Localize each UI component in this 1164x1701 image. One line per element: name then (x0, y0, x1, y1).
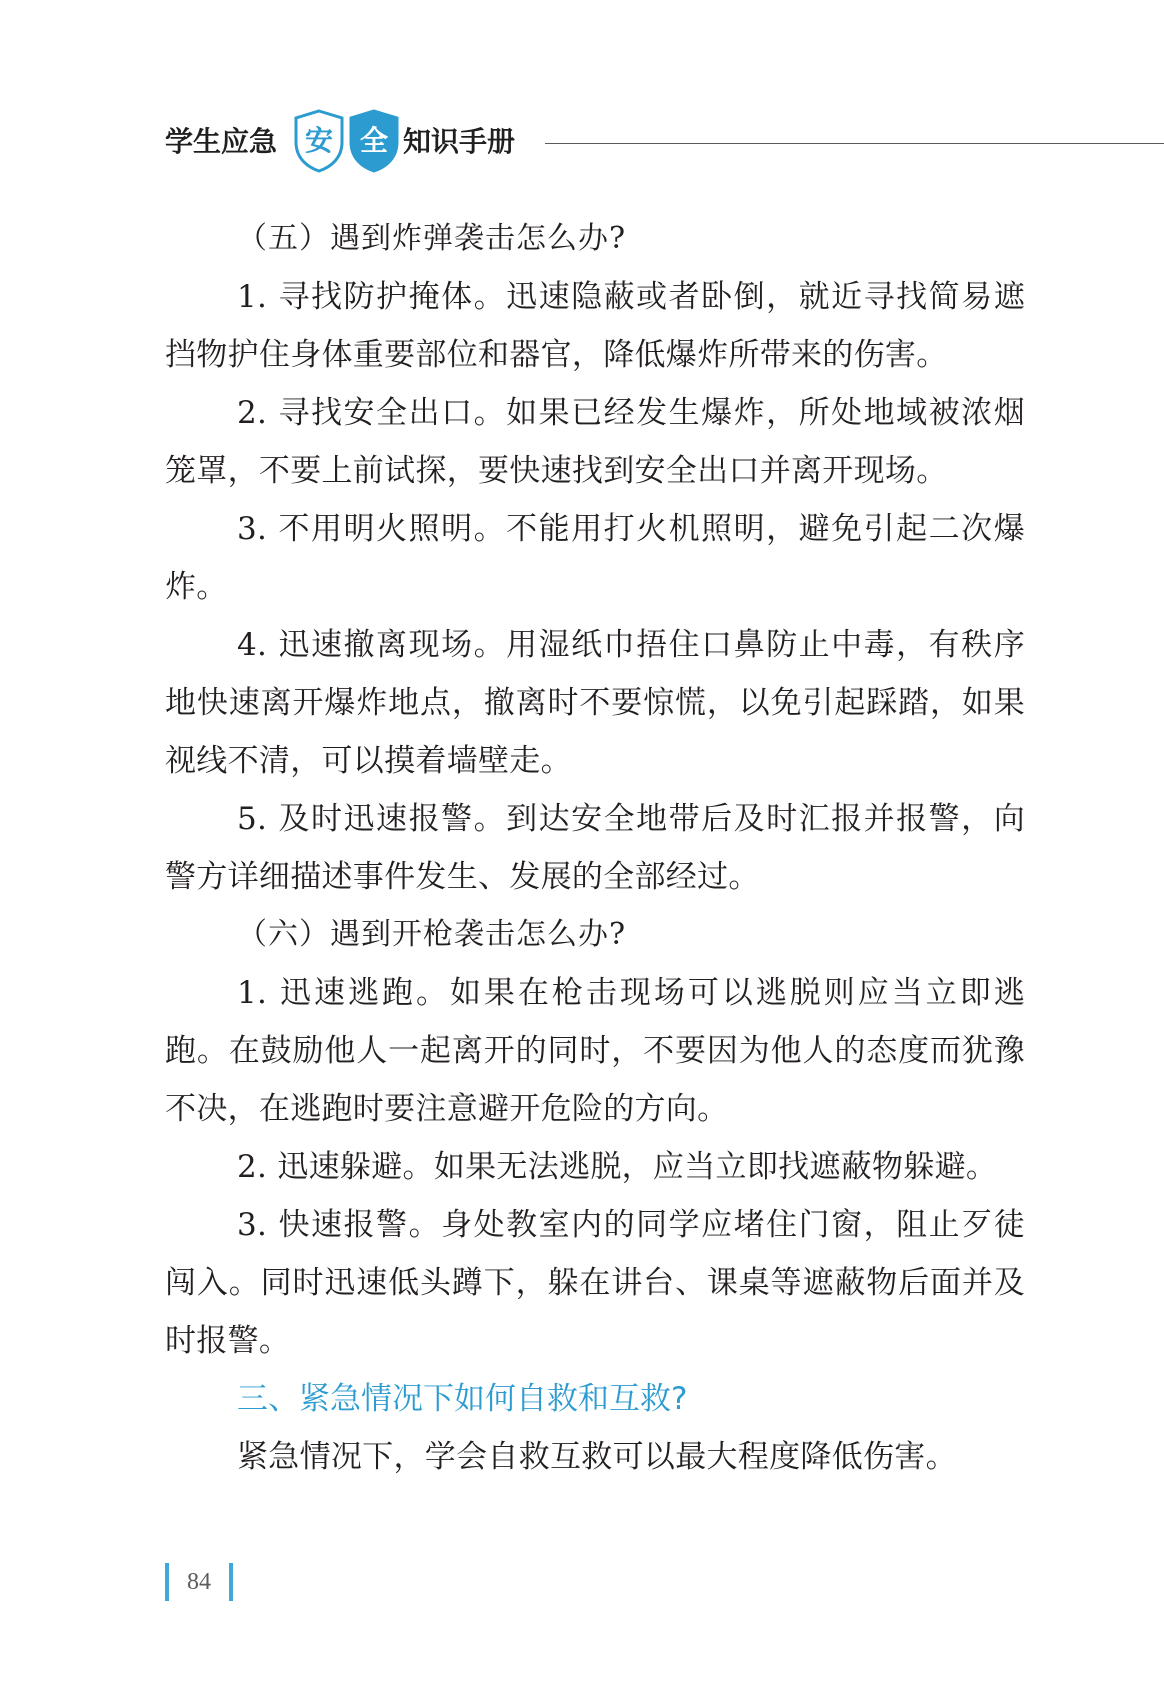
header-title-left: 学生应急 (165, 125, 278, 158)
subheading-6: （六）遇到开枪袭击怎么办? (237, 917, 627, 952)
header-title-right: 知识手册 (403, 125, 516, 158)
page-header (165, 108, 1164, 178)
paragraph: 紧急情况下，学会自救互救可以最大程度降低伤害。 (237, 1439, 957, 1475)
paragraph: 3. 快速报警。身处教室内的同学应堵住门窗，阻止歹徒闯入。同时迅速低头蹲下，躲在讲台、课桌等遮蔽物后面并及时报警。 (165, 1207, 1025, 1359)
section-heading-3: 三、紧急情况下如何自救和互救? (237, 1381, 688, 1417)
badge-char-2: 全 (359, 124, 389, 157)
shield-icon (293, 108, 345, 174)
badge-char-1: 安 (304, 124, 334, 157)
subheading-5: （五）遇到炸弹袭击怎么办? (237, 221, 627, 256)
paragraph: 2. 寻找安全出口。如果已经发生爆炸，所处地域被浓烟笼罩，不要上前试探，要快速找到安全出口并离开现场。 (165, 395, 1025, 489)
page-number-text: 84 (187, 1569, 211, 1595)
page-number-bar-right (229, 1563, 233, 1601)
page-body (165, 210, 1025, 1486)
paragraph: 1. 迅速逃跑。如果在枪击现场可以逃脱则应当立即逃跑。在鼓励他人一起离开的同时，不要因为他人的态度而犹豫不决，在逃跑时要注意避开危险的方向。 (165, 975, 1025, 1127)
shield-icon (348, 108, 400, 174)
paragraph: 4. 迅速撤离现场。用湿纸巾捂住口鼻防止中毒，有秩序地快速离开爆炸地点，撤离时不要惊慌，以免引起踩踏，如果视线不清，可以摸着墙壁走。 (165, 627, 1025, 779)
page-number-bar-left (165, 1563, 169, 1601)
header-divider (545, 143, 1164, 144)
paragraph: 1. 寻找防护掩体。迅速隐蔽或者卧倒，就近寻找简易遮挡物护住身体重要部位和器官，降低爆炸所带来的伤害。 (165, 279, 1025, 373)
page-number (165, 1563, 233, 1601)
paragraph: 2. 迅速躲避。如果无法逃脱，应当立即找遮蔽物躲避。 (237, 1149, 998, 1185)
paragraph: 5. 及时迅速报警。到达安全地带后及时汇报并报警，向警方详细描述事件发生、发展的全部经过。 (165, 801, 1025, 895)
paragraph: 3. 不用明火照明。不能用打火机照明，避免引起二次爆炸。 (165, 511, 1025, 605)
